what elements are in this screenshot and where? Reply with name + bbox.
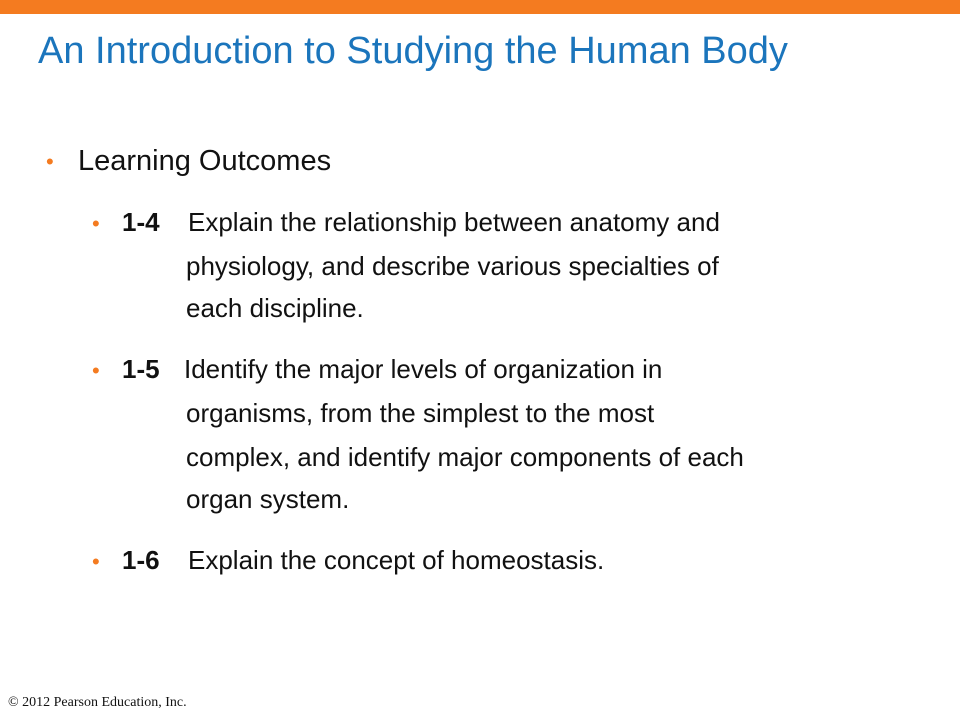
bullet-icon: •	[92, 549, 100, 574]
outcome-number: 1-6	[122, 545, 160, 575]
top-accent-bar	[0, 0, 960, 14]
outcome-text-line: organ system.	[186, 484, 350, 514]
bullet-icon: •	[92, 358, 100, 383]
outcome-text-line: Explain the relationship between anatomy and	[188, 207, 720, 237]
outcome-text-line: Explain the concept of homeostasis.	[188, 545, 605, 575]
outcome-text-line: Identify the major levels of organization in	[184, 354, 663, 384]
slide-title: An Introduction to Studying the Human Body	[38, 30, 788, 72]
learning-outcomes-heading: Learning Outcomes	[78, 145, 332, 177]
outcome-number: 1-4	[122, 207, 160, 237]
outcome-text-line: complex, and identify major components of each	[186, 442, 744, 472]
outcome-text-line: physiology, and describe various specialties of	[186, 251, 719, 281]
outcome-text-line: each discipline.	[186, 293, 364, 323]
copyright-footer: © 2012 Pearson Education, Inc.	[8, 695, 187, 710]
bullet-icon: •	[92, 211, 100, 236]
outcome-text-line: organisms, from the simplest to the most	[186, 398, 655, 428]
outcome-number: 1-5	[122, 354, 160, 384]
bullet-icon: •	[46, 149, 54, 174]
